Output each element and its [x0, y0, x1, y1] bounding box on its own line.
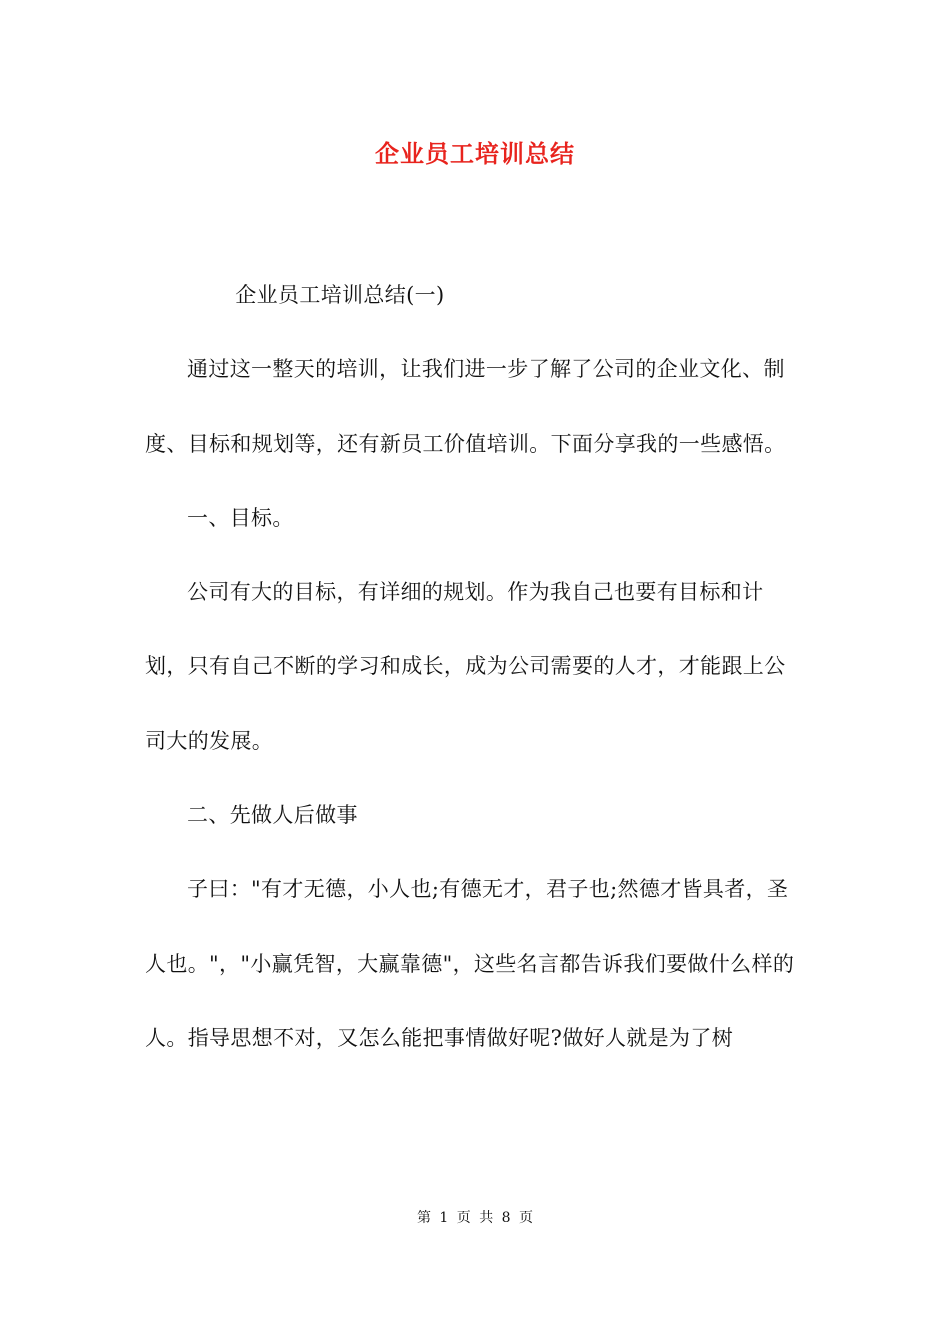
page-number: 第 1 页 共 8 页: [416, 1210, 534, 1226]
section-subtitle: 企业员工培训总结(一): [235, 283, 445, 307]
paragraph-character: 子曰："有才无德，小人也;有德无才，君子也;然德才皆具者，圣人也。"，"小赢凭智，大赢靠德"，这些名言都告诉我们要做什么样的人。指导思想不对，又怎么能把事情做好呢?做好人就是为了树: [145, 877, 795, 1050]
paragraph-intro: 通过这一整天的培训，让我们进一步了解了公司的企业文化、制度、目标和规划等，还有新员工价值培训。下面分享我的一些感悟。: [145, 357, 786, 456]
paragraph-goals: 公司有大的目标，有详细的规划。作为我自己也要有目标和计划，只有自己不断的学习和成长，成为公司需要的人才，才能跟上公司大的发展。: [145, 580, 786, 753]
document-title: 企业员工培训总结: [375, 139, 575, 168]
heading-goals: 一、目标。: [187, 505, 294, 530]
document-body: [145, 258, 805, 1075]
heading-character: 二、先做人后做事: [187, 803, 358, 828]
